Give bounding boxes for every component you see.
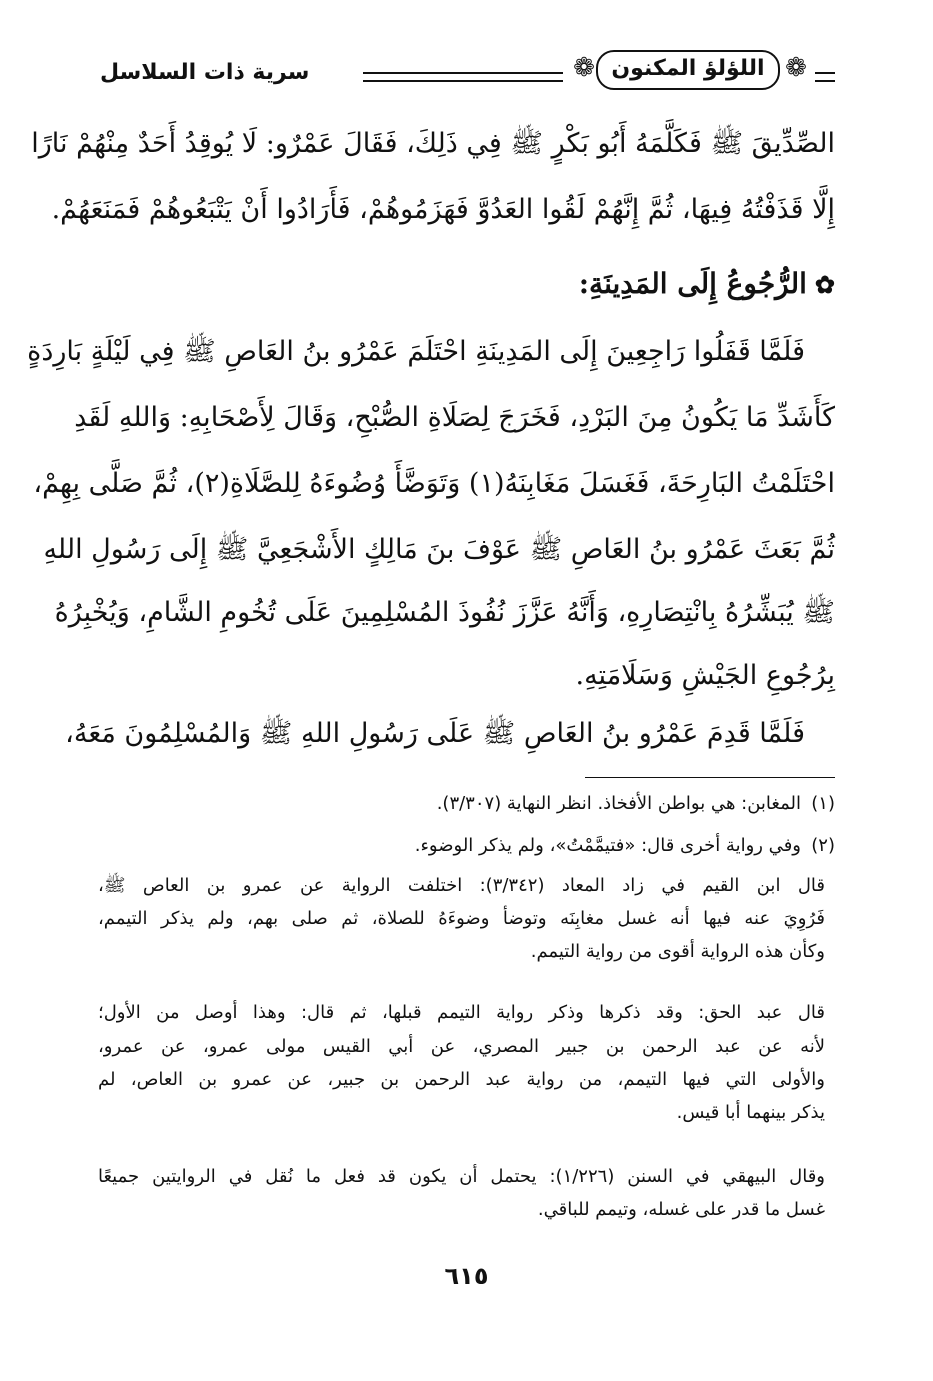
running-header <box>100 52 835 102</box>
body-line: فَلَمَّا قَدِمَ عَمْرُو بنُ العَاصِ ﷺ عَلَى رَسُولِ اللهِ ﷺ وَالمُسْلِمُونَ مَعَهُ، <box>65 718 805 749</box>
footnote-line: وقال البيهقي في السنن (١/٢٢٦): يحتمل أن يكون قد فعل ما نُقل في الروايتين جميعًا <box>98 1166 825 1187</box>
section-heading-text: الرُّجُوعُ إِلَى المَدِينَةِ: <box>578 267 807 300</box>
body-line: إِلَّا قَذَفْتُهُ فِيهَا، ثُمَّ إِنَّهُمْ لَقُوا العَدُوَّ فَهَزَمُوهُمْ، فَأَرَادُوا أَنْ يَتْبَعُوهُمْ فَمَنَعَهُمْ. <box>51 194 835 225</box>
footnote-line: غسل ما قدر على غسله، وتيمم للباقي. <box>537 1199 825 1220</box>
footnote-line: قال عبد الحق: وقد ذكرها وذكر رواية التيمم قبلها، ثم قال: وهذا أوصل من الأول؛ <box>98 1002 825 1023</box>
header-rule-right <box>815 72 835 82</box>
footnote-line: وكأن هذه الرواية أقوى من رواية التيمم. <box>530 941 825 962</box>
header-rule-middle <box>363 72 563 82</box>
footnote-text: المغابن: هي بواطن الأفخاذ. انظر النهاية (٣/٣٠٧). <box>436 793 801 814</box>
floral-ornament-icon: ❁ <box>785 53 807 83</box>
body-line: احْتَلَمْتُ البَارِحَةَ، فَغَسَلَ مَغَابِنَهُ(١) وَتَوَضَّأَ وُضُوءَهُ لِلصَّلَاةِ(٢)، ثُمَّ صَلَّى بِهِمْ، <box>33 468 835 499</box>
book-title: اللؤلؤ المكنون <box>596 50 780 90</box>
body-line: الصِّدِّيقَ ﷺ فَكَلَّمَهُ أَبُو بَكْرٍ ﷺ فِي ذَلِكَ، فَقَالَ عَمْرٌو: لَا يُوقِدُ أَحَدٌ مِنْهُمْ نَارًا <box>31 128 835 159</box>
body-line: فَلَمَّا قَفَلُوا رَاجِعِينَ إِلَى المَدِينَةِ احْتَلَمَ عَمْرُو بنُ العَاصِ ﷺ فِي لَيْلَةٍ بَارِدَةٍ <box>27 336 805 367</box>
page-number: ٦١٥ <box>444 1262 489 1290</box>
floral-ornament-icon: ❁ <box>573 53 595 83</box>
footnote-line: يذكر بينهما أبا قيس. <box>676 1102 825 1123</box>
footnote-line: فَرُوِيَ عنه فيها أنه غسل مغابِنَه وتوضأ وضوءَهُ للصلاة، ثم صلى بهم، ولم يذكر التيمم، <box>98 908 825 929</box>
section-heading <box>579 264 835 305</box>
body-line: ﷺ يُبَشِّرُهُ بِانْتِصَارِهِ، وَأَنَّهُ عَزَّزَ نُفُوذَ المُسْلِمِينَ عَلَى تُخُومِ الشَّامِ، وَيُخْبِرُهُ <box>54 597 835 628</box>
body-line: بِرُجُوعِ الجَيْشِ وَسَلَامَتِهِ. <box>575 660 835 691</box>
chapter-title: سرية ذات السلاسل <box>100 60 310 85</box>
footnote-divider <box>585 777 835 778</box>
footnote-number: (١) <box>811 793 835 814</box>
footnote-line: والأولى التي فيها التيمم، من رواية عبد الرحمن بن جبير، عن عمرو بن العاص، لم <box>98 1069 825 1090</box>
footnote-2 <box>98 830 835 862</box>
body-line: ثُمَّ بَعَثَ عَمْرُو بنُ العَاصِ ﷺ عَوْفَ بنَ مَالِكٍ الأَشْجَعِيَّ ﷺ إِلَى رَسُولِ اللهِ <box>43 534 835 565</box>
footnote-line: قال ابن القيم في زاد المعاد (٣/٣٤٢): اختلفت الرواية عن عمرو بن العاص ﷺ، <box>98 875 825 896</box>
body-line: كَأَشَدِّ مَا يَكُونُ مِنَ البَرْدِ، فَخَرَجَ لِصَلَاةِ الصُّبْحِ، وَقَالَ لِأَصْحَابِهِ: وَاللهِ لَقَدِ <box>74 402 835 433</box>
flower-bullet-icon: ✿ <box>814 270 835 299</box>
footnote-line: لأنه عن عبد الرحمن بن جبير المصري، عن أبي القيس مولى عمرو، عن عمرو، <box>98 1036 825 1057</box>
footnote-text: وفي رواية أخرى قال: «فتيمَّمْتُ»، ولم يذكر الوضوء. <box>414 835 801 856</box>
book-title-cartouche <box>570 46 810 98</box>
footnote-number: (٢) <box>811 835 835 856</box>
footnote-1 <box>98 788 835 820</box>
